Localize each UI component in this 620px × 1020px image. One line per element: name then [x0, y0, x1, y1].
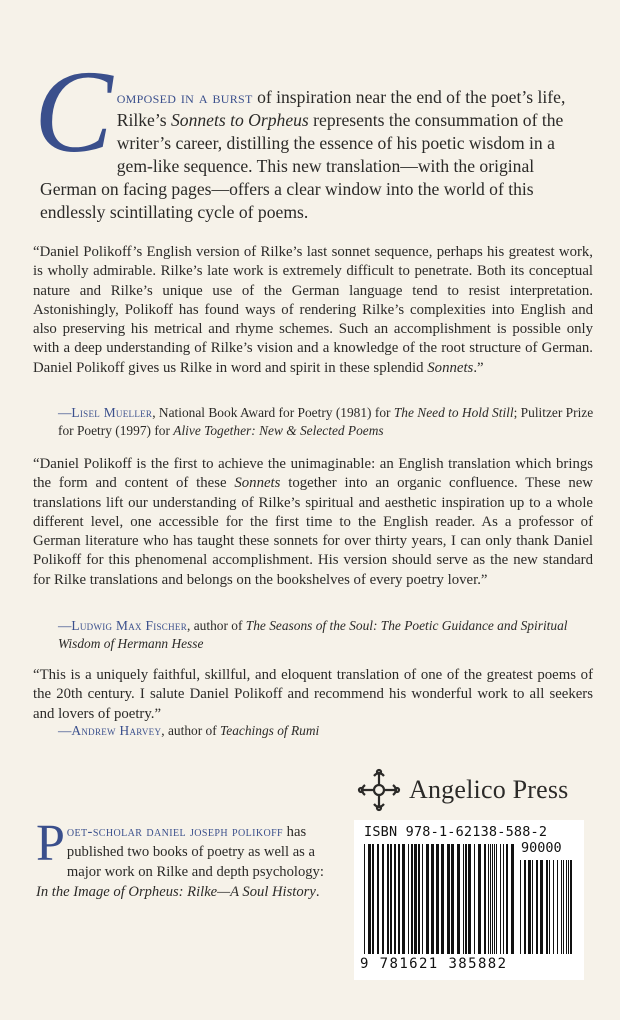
barcode-bar — [568, 860, 569, 954]
barcode-bar — [408, 844, 409, 954]
barcode-bar — [500, 844, 501, 954]
barcode-digits: 9 781621 385882 — [360, 956, 508, 972]
quote-3-text: “This is a uniquely faithful, skillful, and eloquent translation of one of the greatest poems of the 20th century. I salute Daniel Polikoff and recommend his wonderful work to all seekers and lovers of poetry.” — [33, 667, 593, 722]
barcode-bar — [451, 844, 454, 954]
bio-end: . — [315, 884, 320, 900]
barcode-bar — [372, 844, 374, 954]
barcode-bar — [511, 844, 514, 954]
quote-1 — [33, 243, 593, 378]
barcode-bar — [488, 844, 489, 954]
barcode-bar — [368, 844, 371, 954]
quote-2-text-2: together into an organic confluence. These new translations lift our understanding of Rilke’s spiritual and aesthetic inspiration up to a whole different level, one accessible for the first time to the English reader. As a professor of German literature who has taught these sonnets for over thirty years, I can only thank Daniel Polikoff for this phenomenal accomplishment. His version should serve as the new standard for Rilke translations and belongs on the bookshelves of every poetry lover.” — [33, 475, 593, 588]
attr-1-text-2: ; Pulitzer Prize for Poetry (1997) for — [58, 405, 594, 438]
barcode-bar — [414, 844, 417, 954]
intro-text-1: of inspiration near the end of the poet’s life, Rilke’s — [116, 87, 566, 130]
barcode-bar — [474, 844, 475, 954]
attr-2-name: Ludwig Max Fischer — [71, 618, 188, 633]
barcode-bar — [549, 860, 550, 954]
barcode-bar — [503, 844, 504, 954]
barcode-bar — [524, 860, 526, 954]
barcode-bar — [382, 844, 384, 954]
price-code: 90000 — [521, 840, 562, 856]
attr-3-text-1: , author of — [161, 723, 221, 738]
barcode-bar — [436, 844, 439, 954]
barcode-bar — [394, 844, 396, 954]
quote-3 — [33, 666, 593, 724]
barcode-bar — [570, 860, 572, 954]
barcode-bar — [528, 860, 531, 954]
attr-1-text-1: , National Book Award for Poetry (1981) for — [152, 405, 394, 420]
barcode-bar — [484, 844, 486, 954]
quote-1-text: “Daniel Polikoff’s English version of Rilke’s last sonnet sequence, perhaps his greatest work, is wholly admirable. Rilke’s late work is extremely difficult to penetrate. Both its conceptual nature and Rilke’s unique use of the German language tend to resist interpretation. Astonishingly, Polikoff has found ways of rendering Rilke’s complexities into English and also preserving his metrical and rhyme schemes. Such an accomplishment is possible only with a deep understanding of Rilke’s vision and a knowledge of the root structure of German. Daniel Polikoff gives us Rilke in word and spirit in these splendid — [33, 244, 593, 376]
attr-2-dash: — — [58, 618, 72, 633]
barcode-bar — [426, 844, 429, 954]
attr-3-dash: — — [58, 723, 72, 738]
barcode-bar — [398, 844, 400, 954]
bio-title: In the Image of Orpheus: Rilke—A Soul History — [36, 884, 316, 900]
barcode-bar — [457, 844, 460, 954]
barcode-bar — [402, 844, 405, 954]
barcode-bar — [536, 860, 538, 954]
barcode-bar — [532, 860, 533, 954]
barcode-bar — [364, 844, 365, 954]
barcode-bar — [490, 844, 491, 954]
barcode-bar — [387, 844, 389, 954]
isbn-text: ISBN 978-1-62138-588-2 — [364, 824, 548, 840]
barcode-bar — [411, 844, 413, 954]
barcode-bar — [418, 844, 420, 954]
intro-dropcap: C — [34, 46, 113, 177]
barcode-bar — [563, 860, 564, 954]
barcode-bar — [463, 844, 464, 954]
publisher-logo — [357, 768, 569, 812]
barcode-bar — [561, 860, 562, 954]
attr-2-title-1: The Seasons of the Soul: The Poetic Guidance and Spiritual Wisdom of Hermann Hesse — [58, 618, 568, 651]
barcode-bar — [465, 844, 467, 954]
author-bio — [36, 815, 336, 902]
publisher-name: Angelico Press — [409, 775, 569, 804]
barcode-bar — [540, 860, 543, 954]
bio-lead: oet-scholar daniel joseph polikoff — [66, 824, 284, 840]
barcode-bar — [447, 844, 450, 954]
quote-1-end: .” — [473, 359, 484, 376]
barcode-bar — [494, 844, 495, 954]
barcode-panel — [354, 820, 584, 980]
quote-2 — [33, 455, 593, 590]
attr-1-title-1: The Need to Hold Still — [393, 405, 514, 420]
cross-ornament-icon — [357, 768, 401, 812]
barcode-bar — [553, 860, 554, 954]
barcode-bar — [390, 844, 392, 954]
attr-2-text-1: , author of — [187, 618, 246, 633]
barcode-bar — [377, 844, 379, 954]
quote-2-attribution — [58, 617, 594, 653]
quote-1-italic: Sonnets — [427, 359, 474, 376]
quote-1-attribution — [58, 404, 594, 440]
barcode-bar — [506, 844, 508, 954]
intro-title: Sonnets to Orpheus — [170, 110, 309, 130]
barcode-bar — [431, 844, 434, 954]
intro-text-2: represents the consummation of the writer’s career, distilling the essence of his poetic wisdom in a gem-like sequence. This new translation—with the original German on facing pages—offers a clear window into the world of this endlessly scintillating cycle of poems. — [40, 110, 564, 222]
bio-dropcap: P — [36, 815, 65, 872]
quote-3-attribution — [58, 722, 594, 740]
bio-text-1: has published two books of poetry as well as a major work on Rilke and depth psychology: — [66, 824, 324, 880]
barcode-bar — [468, 844, 471, 954]
attr-3-name: Andrew Harvey — [71, 723, 162, 738]
intro-paragraph — [34, 46, 588, 224]
quote-2-text-1: “Daniel Polikoff is the first to achieve the unimaginable: an English translation which brings the form and content of these — [33, 456, 593, 492]
barcode-bar — [566, 860, 567, 954]
barcode-bar — [422, 844, 423, 954]
barcode-bar — [546, 860, 548, 954]
attr-1-dash: — — [58, 405, 72, 420]
quote-2-italic: Sonnets — [234, 475, 281, 492]
barcode-bar — [520, 860, 521, 954]
attr-1-name: Lisel Mueller — [71, 405, 153, 420]
attr-1-title-2: Alive Together: New & Selected Poems — [173, 423, 384, 438]
barcode-bar — [478, 844, 481, 954]
barcode-bar — [441, 844, 444, 954]
barcode-bar — [496, 844, 497, 954]
barcode-bar — [557, 860, 558, 954]
attr-3-title-1: Teachings of Rumi — [220, 723, 320, 738]
barcode-bar — [492, 844, 493, 954]
intro-lead: omposed in a burst — [116, 87, 253, 107]
